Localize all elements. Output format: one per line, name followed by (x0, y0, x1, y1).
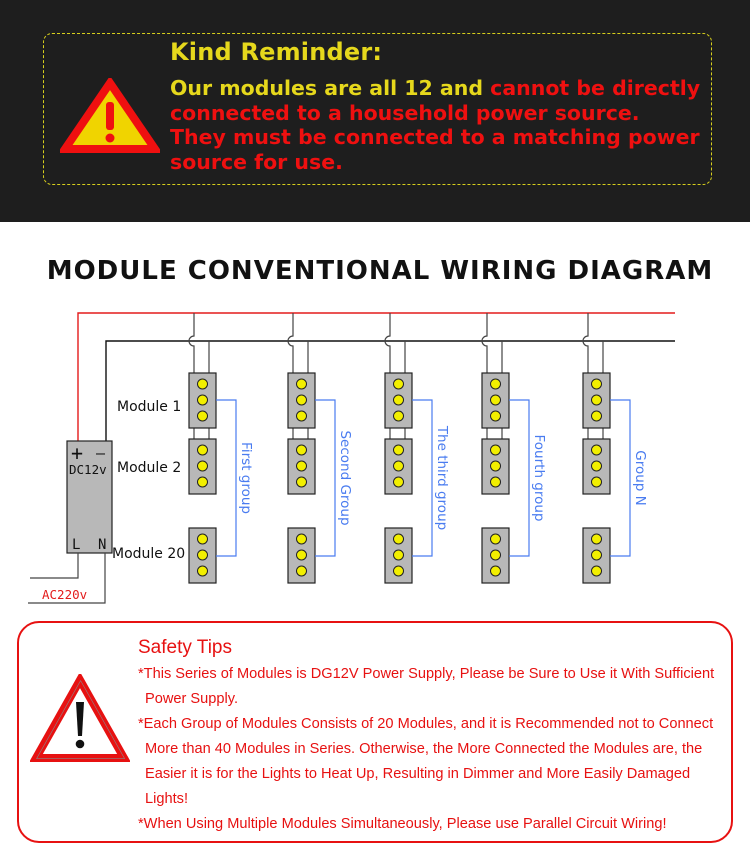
led-dot (592, 566, 602, 576)
led-dot (592, 461, 602, 471)
led-dot (297, 445, 307, 455)
safety-tip (138, 662, 738, 712)
led-module (583, 528, 610, 583)
led-dot (297, 550, 307, 560)
row-label-module-1: Module 1 (117, 399, 182, 415)
led-dot (491, 445, 501, 455)
ac-input-label: AC220v (42, 587, 88, 602)
led-dot (394, 550, 404, 560)
power-supply (67, 441, 112, 553)
led-module (189, 373, 216, 428)
safety-tip-line: *When Using Multiple Modules Simultaneously, Please use Parallel Circuit Wiring! (138, 816, 667, 832)
group-bracket (412, 400, 432, 556)
led-dot (394, 477, 404, 487)
safety-tip (138, 812, 738, 837)
module-group-column (583, 313, 648, 583)
led-dot (198, 477, 208, 487)
power-supply-label: DC12v (69, 462, 107, 477)
led-dot (198, 566, 208, 576)
led-dot (491, 566, 501, 576)
led-dot (394, 534, 404, 544)
power-supply-plus: + (71, 441, 84, 465)
safety-tip-line: More than 40 Modules in Series. Otherwise, the More Connected the Modules are, the (145, 741, 703, 757)
positive-drop-wire (482, 313, 487, 373)
led-module (583, 373, 610, 428)
warning-triangle-icon (60, 78, 160, 154)
positive-drop-wire (583, 313, 588, 373)
led-dot (198, 534, 208, 544)
led-dot (491, 477, 501, 487)
led-dot (198, 379, 208, 389)
diagram-title: MODULE CONVENTIONAL WIRING DIAGRAM (46, 256, 714, 286)
led-module (482, 373, 509, 428)
safety-title: Safety Tips (138, 637, 232, 658)
safety-tip-line: Easier it is for the Lights to Heat Up, Resulting in Dimmer and More Easily Damaged (145, 766, 691, 782)
positive-drop-wire (189, 313, 194, 373)
group-bracket (216, 400, 236, 556)
group-label: The third group (434, 425, 450, 531)
led-dot (198, 461, 208, 471)
led-dot (297, 566, 307, 576)
safety-tip-line: *Each Group of Modules Consists of 20 Modules, and it is Recommended not to Connect (138, 716, 714, 732)
reminder-message (170, 76, 710, 174)
led-module (583, 439, 610, 494)
led-dot (198, 395, 208, 405)
positive-drop-wire (288, 313, 293, 373)
led-dot (297, 477, 307, 487)
led-dot (198, 445, 208, 455)
group-bracket (509, 400, 529, 556)
reminder-line1-red: cannot be directly (490, 76, 701, 100)
led-dot (592, 477, 602, 487)
module-group-column (189, 313, 254, 583)
reminder-line1-yellow: Our modules are all 12 and (170, 76, 491, 100)
reminder-title: Kind Reminder: (170, 38, 383, 66)
led-dot (297, 411, 307, 421)
group-bracket (610, 400, 630, 556)
group-bracket (315, 400, 335, 556)
positive-drop-wire (385, 313, 390, 373)
terminal-l: L (72, 537, 81, 553)
led-dot (592, 395, 602, 405)
module-group-column (385, 313, 450, 583)
safety-tips-list (138, 662, 738, 837)
led-module (288, 528, 315, 583)
reminder-line2: connected to a household power source. (170, 100, 640, 125)
led-module (482, 439, 509, 494)
led-dot (491, 534, 501, 544)
led-dot (394, 379, 404, 389)
safety-tip-line: Power Supply. (145, 691, 239, 707)
reminder-line4: source for use. (170, 149, 343, 174)
led-dot (592, 379, 602, 389)
wiring-diagram (0, 290, 750, 610)
led-dot (394, 395, 404, 405)
warning-triangle-icon (30, 674, 130, 764)
ac-live-wire (30, 553, 78, 578)
led-dot (592, 550, 602, 560)
led-dot (297, 534, 307, 544)
led-module (482, 528, 509, 583)
group-label: First group (238, 442, 254, 514)
led-dot (198, 411, 208, 421)
led-module (385, 373, 412, 428)
module-group-column (288, 313, 353, 583)
led-dot (394, 461, 404, 471)
led-dot (297, 461, 307, 471)
row-label-module-20: Module 20 (112, 546, 186, 562)
group-label: Group N (632, 450, 648, 506)
led-dot (198, 550, 208, 560)
reminder-line3: They must be connected to a matching power (170, 125, 700, 149)
led-module (385, 528, 412, 583)
power-supply-minus: — (96, 444, 106, 462)
module-group-column (482, 313, 547, 583)
group-label: Fourth group (531, 434, 547, 522)
safety-tip-line: Lights! (145, 791, 188, 807)
led-dot (491, 461, 501, 471)
safety-tip (138, 712, 738, 812)
led-dot (394, 411, 404, 421)
led-dot (491, 550, 501, 560)
terminal-n: N (98, 537, 107, 553)
led-dot (592, 534, 602, 544)
led-dot (491, 395, 501, 405)
led-dot (491, 379, 501, 389)
led-dot (394, 445, 404, 455)
led-dot (592, 411, 602, 421)
led-module (385, 439, 412, 494)
group-label: Second Group (337, 430, 353, 526)
led-dot (592, 445, 602, 455)
led-dot (297, 379, 307, 389)
led-dot (297, 395, 307, 405)
led-dot (394, 566, 404, 576)
led-module (189, 439, 216, 494)
safety-tip-line: *This Series of Modules is DG12V Power Supply, Please be Sure to Use it With Sufficient (138, 666, 715, 682)
led-module (288, 373, 315, 428)
led-dot (491, 411, 501, 421)
row-label-module-2: Module 2 (117, 460, 182, 476)
led-module (288, 439, 315, 494)
led-module (189, 528, 216, 583)
